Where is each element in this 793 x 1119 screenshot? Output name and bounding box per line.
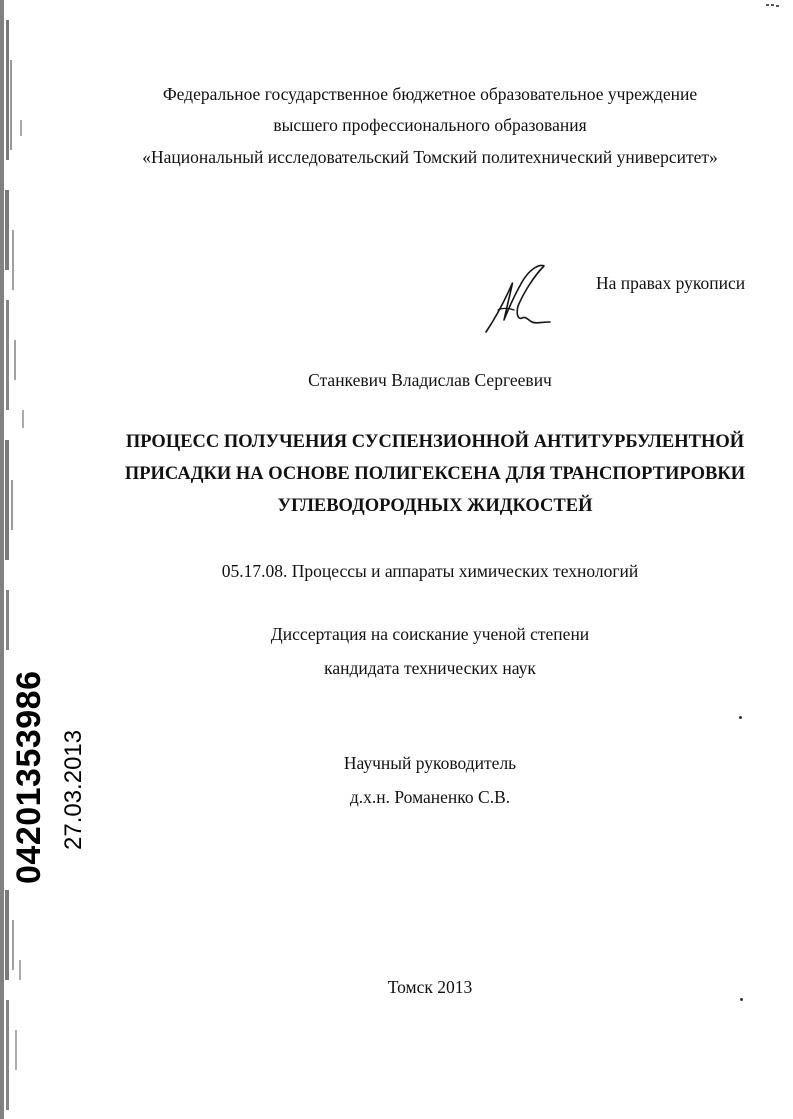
specialty-code: 05.17.08. Процессы и аппараты химических технологий <box>221 561 639 581</box>
scan-speck <box>739 716 742 719</box>
organization-line-1: Федеральное государственное бюджетное образовательное учреждение <box>162 84 698 104</box>
supervisor-label: Научный руководитель <box>343 753 517 773</box>
rights-note: На правах рукописи <box>596 273 746 293</box>
dissertation-title-line-3: УГЛЕВОДОРОДНЫХ ЖИДКОСТЕЙ <box>277 496 593 516</box>
registration-date-stamp: 27.03.2013 <box>60 729 87 850</box>
dissertation-title-line-1: ПРОЦЕСС ПОЛУЧЕНИЯ СУСПЕНЗИОННОЙ АНТИТУРБУЛЕНТНОЙ <box>125 432 745 452</box>
scan-edge-noise <box>0 0 34 1119</box>
organization-line-3: «Национальный исследовательский Томский политехнический университет» <box>142 147 718 167</box>
author-name: Станкевич Владислав Сергеевич <box>308 370 552 390</box>
degree-line-1: Диссертация на соискание ученой степени <box>270 624 590 644</box>
registration-number-stamp: 04201353986 <box>10 670 48 884</box>
degree-line-2: кандидата технических наук <box>324 658 536 678</box>
dissertation-title-line-2: ПРИСАДКИ НА ОСНОВЕ ПОЛИГЕКСЕНА ДЛЯ ТРАНСПОРТИРОВКИ <box>124 464 746 484</box>
corner-mark <box>766 4 780 7</box>
organization-line-2: высшего профессионального образования <box>273 115 587 135</box>
city-year: Томск 2013 <box>387 977 473 997</box>
scan-speck <box>740 998 743 1001</box>
handwritten-signature <box>478 262 558 336</box>
supervisor-name: д.х.н. Романенко С.В. <box>349 787 511 807</box>
